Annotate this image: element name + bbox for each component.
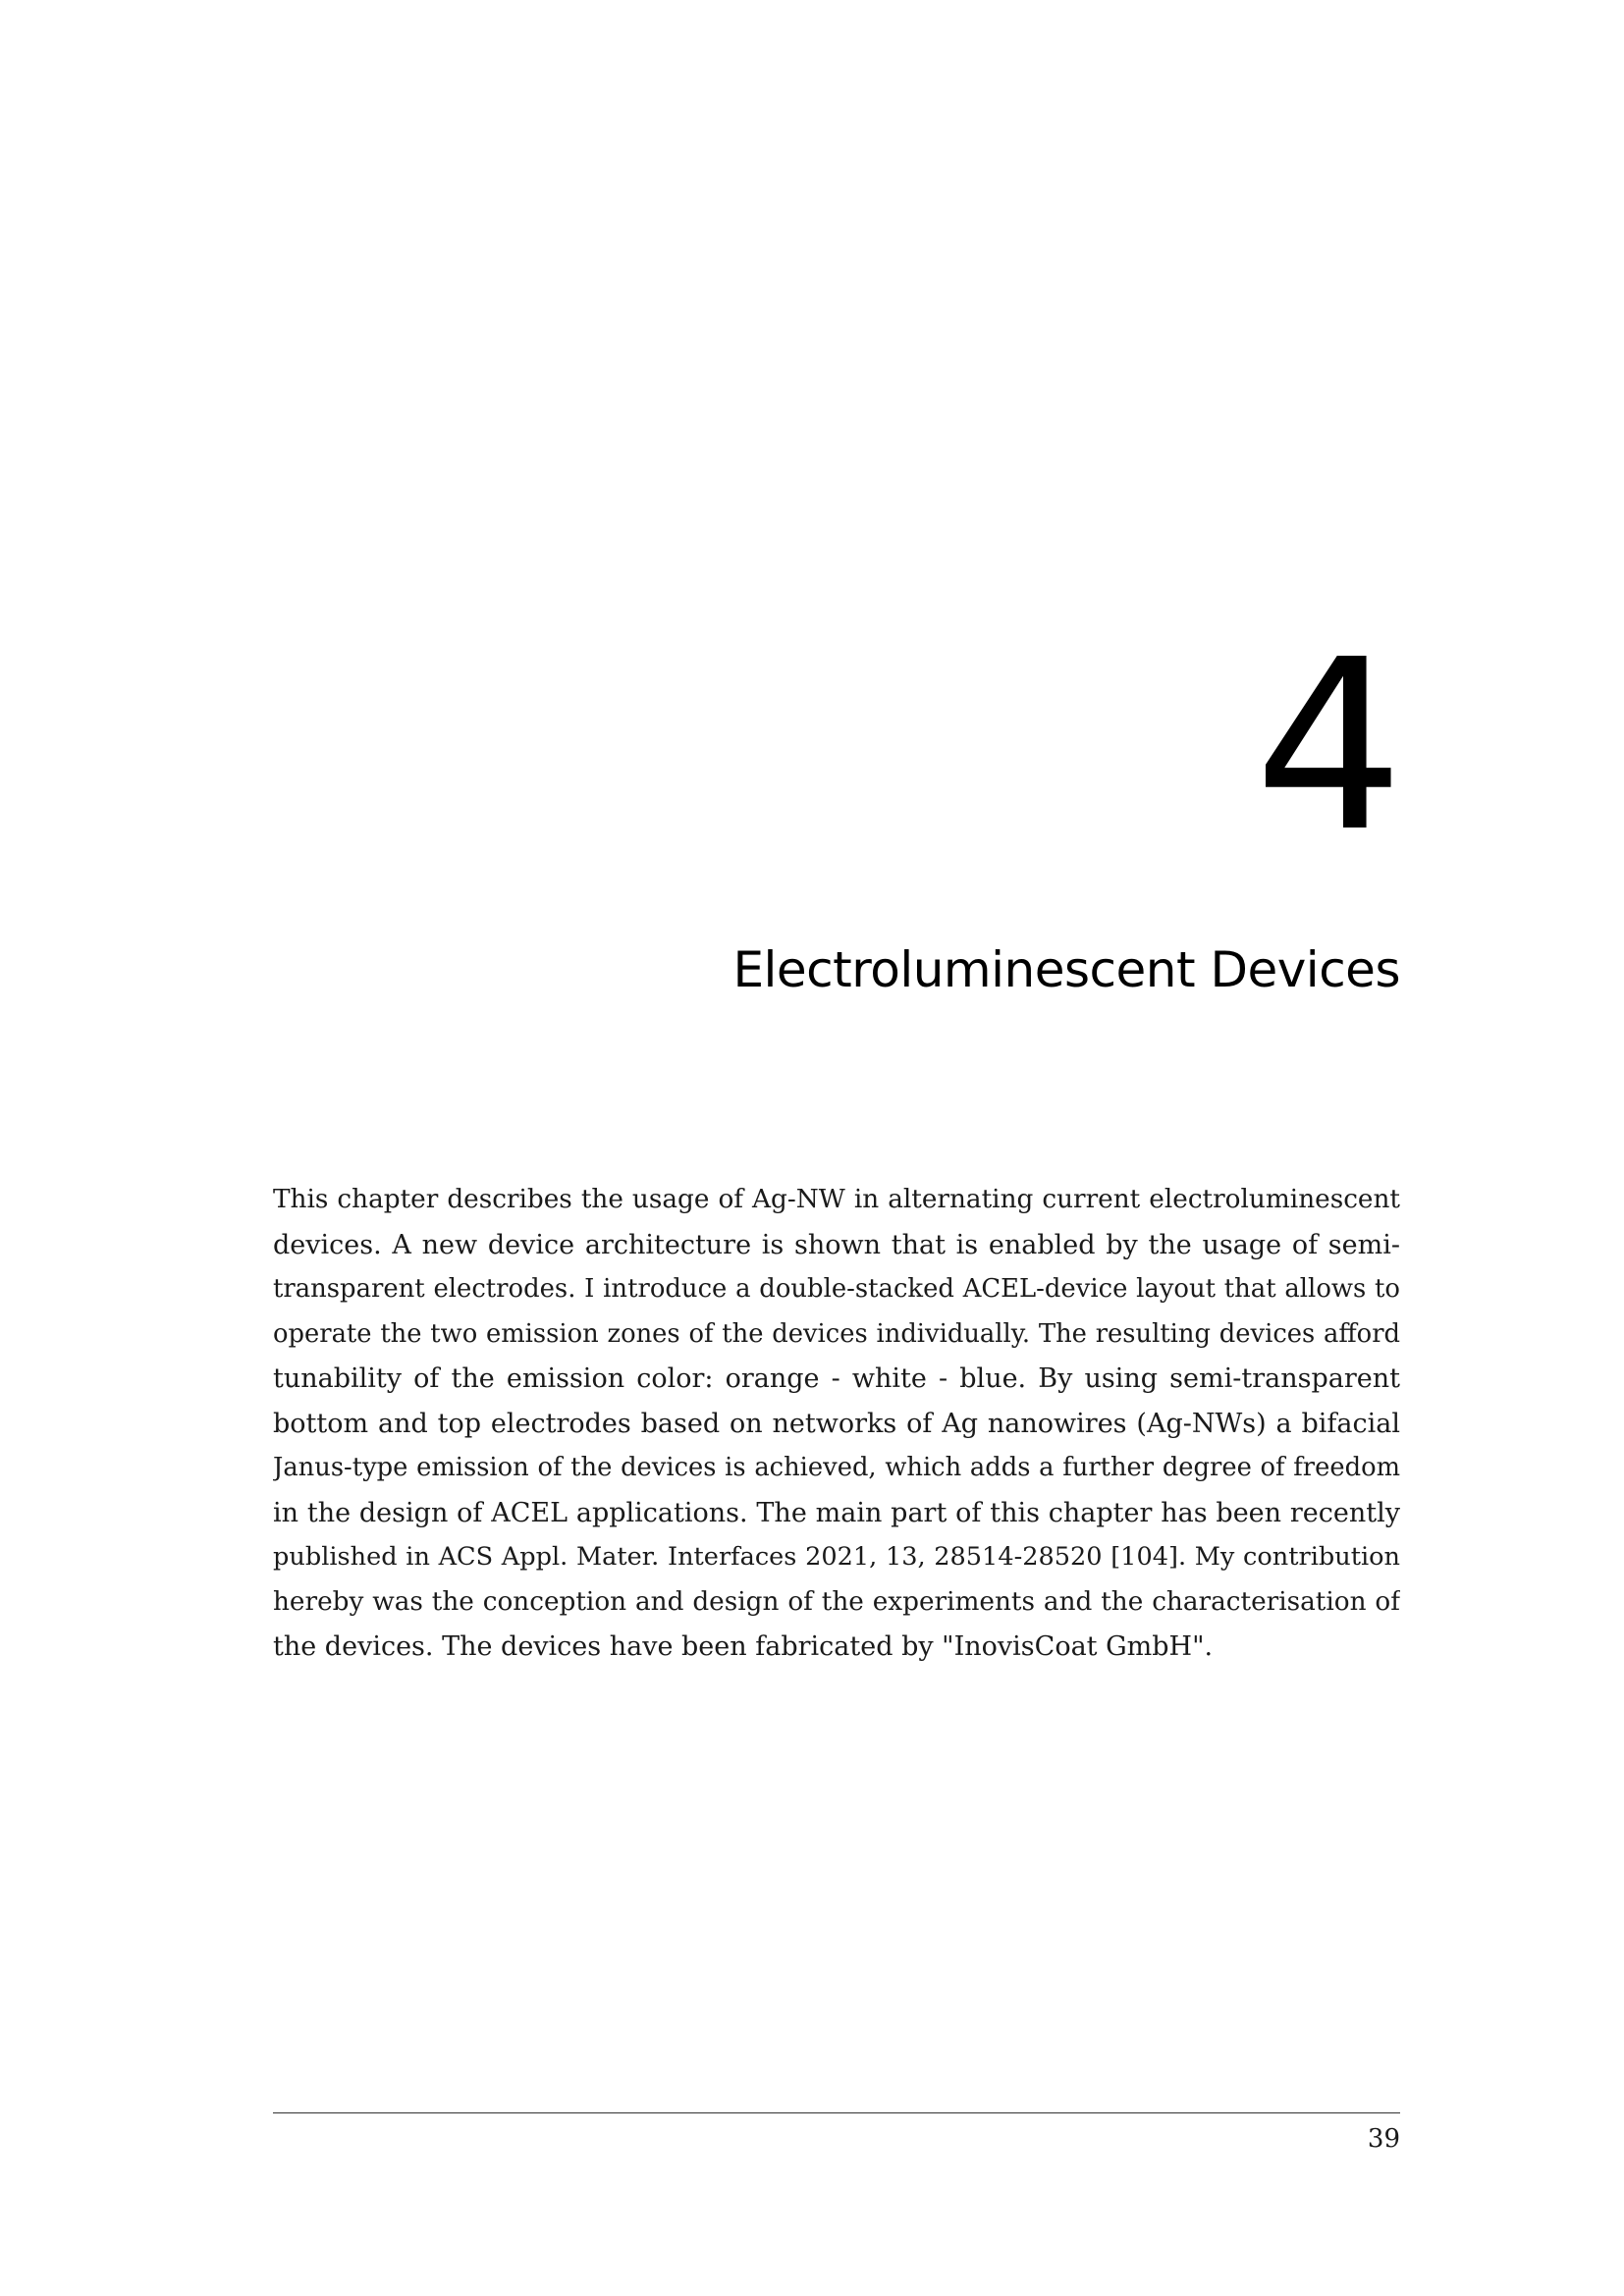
paragraph-line: tunability of the emission color: orange - white - blue. By using semi-transparent — [273, 1363, 1400, 1394]
paragraph-line: the devices. The devices have been fabricated by "InovisCoat GmbH". — [273, 1631, 1214, 1662]
page-number: 39 — [1367, 2124, 1400, 2154]
paragraph-line: transparent electrodes. I introduce a double-stacked ACEL-device layout that allows to — [273, 1274, 1400, 1304]
paragraph-line: bottom and top electrodes based on networks of Ag nanowires (Ag-NWs) a bifacial — [273, 1408, 1400, 1439]
paragraph-line: operate the two emission zones of the devices individually. The resulting devices afford — [273, 1318, 1400, 1349]
footer-rule — [273, 2112, 1400, 2113]
paragraph-line: devices. A new device architecture is shown that is enabled by the usage of semi- — [273, 1229, 1400, 1260]
paragraph-line: published in ACS Appl. Mater. Interfaces 2021, 13, 28514-28520 [104]. My contribution — [273, 1542, 1400, 1572]
paragraph-line: This chapter describes the usage of Ag-NW in alternating current electroluminescent — [273, 1185, 1400, 1214]
chapter-title: Electroluminescent Devices — [732, 941, 1400, 998]
chapter-number: 4 — [1254, 609, 1400, 883]
paragraph-line: Janus-type emission of the devices is achieved, which adds a further degree of freedom — [273, 1453, 1400, 1482]
chapter-intro-paragraph — [273, 1178, 1400, 1670]
paragraph-line: in the design of ACEL applications. The main part of this chapter has been recently — [273, 1497, 1400, 1528]
paragraph-line: hereby was the conception and design of the experiments and the characterisation of — [273, 1586, 1400, 1617]
